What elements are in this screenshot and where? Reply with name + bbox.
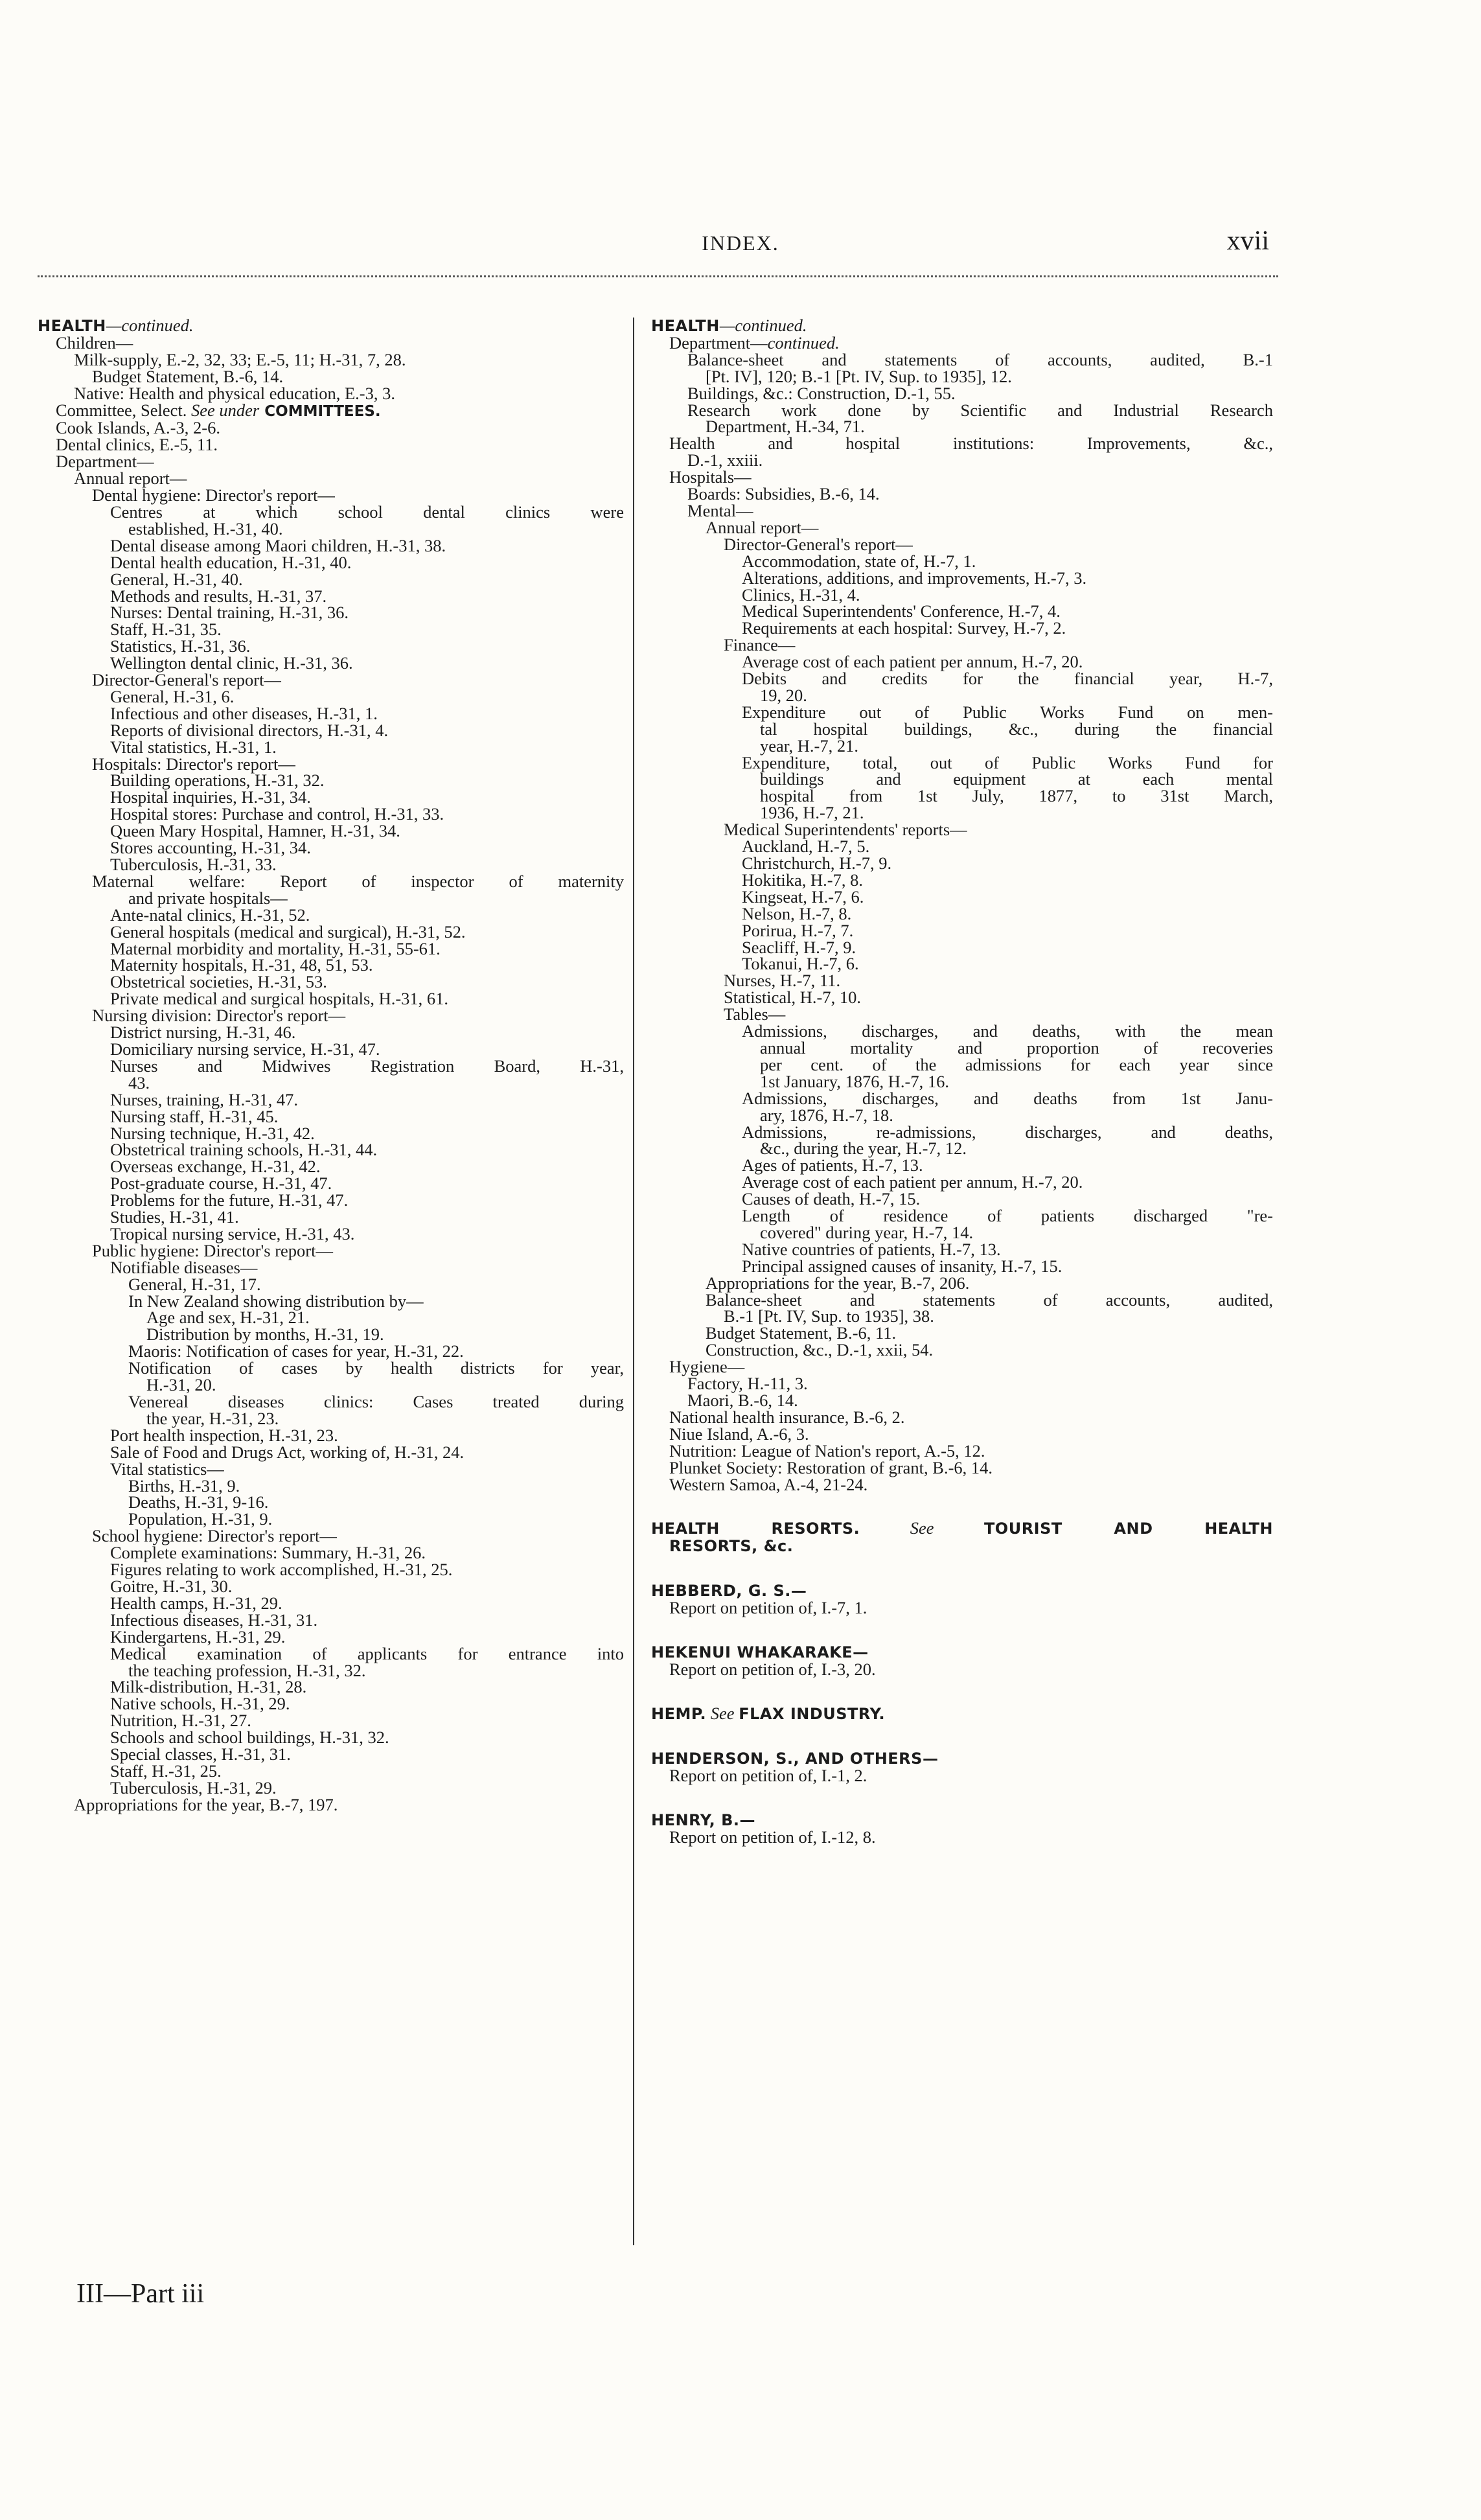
index-entry: Infectious and other diseases, H.-31, 1. — [110, 703, 378, 723]
index-entry: Births, H.-31, 9. — [128, 1475, 240, 1496]
index-entry: Medical examination of applicants for entrance into — [110, 1643, 624, 1663]
index-entry: Maoris: Notification of cases for year, H.-31, 22. — [128, 1341, 464, 1361]
index-entry: Dental clinics, E.-5, 11. — [56, 435, 218, 455]
index-entry: Children— — [56, 332, 133, 353]
index-entry: General, H.-31, 6. — [110, 686, 235, 706]
index-entry: 43. — [128, 1072, 150, 1092]
index-entry: Statistics, H.-31, 36. — [110, 636, 251, 656]
index-entry: General hospitals (medical and surgical), H.-31, 52. — [110, 921, 466, 942]
heading-text: HENRY, B.— — [651, 1810, 756, 1829]
index-entry: Nelson, H.-7, 8. — [742, 903, 852, 923]
index-entry: Notifiable diseases— — [110, 1257, 258, 1277]
index-entry: Milk-distribution, H.-31, 28. — [110, 1677, 307, 1697]
index-entry: Report on petition of, I.-3, 20. — [669, 1659, 876, 1679]
index-entry: Hokitika, H.-7, 8. — [742, 870, 863, 890]
page-footer: III—Part iii — [76, 2279, 205, 2309]
index-entry: Studies, H.-31, 41. — [110, 1207, 239, 1227]
index-entry: Department—continued. — [669, 332, 840, 353]
index-entry: Vital statistics, H.-31, 1. — [110, 737, 277, 757]
index-heading — [651, 1538, 1273, 1555]
index-entry: Expenditure out of Public Works Fund on men- — [742, 702, 1273, 722]
index-entry: per cent. of the admissions for each year since — [760, 1054, 1273, 1074]
index-entry: Obstetrical societies, H.-31, 53. — [110, 972, 327, 992]
index-entry: Native schools, H.-31, 29. — [110, 1694, 290, 1714]
index-entry: Public hygiene: Director's report— — [92, 1240, 333, 1260]
index-entry: Infectious diseases, H.-31, 31. — [110, 1610, 318, 1630]
index-entry: Sale of Food and Drugs Act, working of, H.-31, 24. — [110, 1442, 465, 1462]
heading-text: HEALTH — [651, 317, 720, 335]
index-entry: Complete examinations: Summary, H.-31, 26. — [110, 1543, 426, 1563]
index-entry: 1936, H.-7, 21. — [760, 803, 864, 823]
index-entry: Staff, H.-31, 35. — [110, 619, 222, 640]
index-column-right — [651, 318, 1273, 1845]
index-entry: [Pt. IV], 120; B.-1 [Pt. IV, Sup. to 1935], 12. — [706, 366, 1012, 386]
index-entry: and private hospitals— — [128, 888, 288, 908]
heading-text: HENDERSON, S., AND OTHERS— — [651, 1749, 939, 1768]
heading-text: HEALTH RESORTS. — [651, 1520, 860, 1538]
heading-text: HEBBERD, G. S.— — [651, 1582, 807, 1601]
index-entry: established, H.-31, 40. — [128, 518, 283, 538]
index-entry: Christchurch, H.-7, 9. — [742, 853, 892, 873]
index-entry: Queen Mary Hospital, Hamner, H.-31, 34. — [110, 821, 400, 841]
italic-label: continued. — [767, 332, 840, 353]
index-entry: H.-31, 20. — [146, 1375, 216, 1395]
index-heading — [651, 1750, 1273, 1768]
index-entry: covered" during year, H.-7, 14. — [760, 1222, 974, 1242]
continued-label: —continued. — [719, 316, 807, 335]
index-entry: Nursing staff, H.-31, 45. — [110, 1106, 279, 1126]
index-entry: Notification of cases by health districts for year, — [128, 1358, 624, 1378]
index-entry: Native: Health and physical education, E.-3, 3. — [74, 383, 395, 403]
index-entry: annual mortality and proportion of recoveries — [760, 1037, 1273, 1058]
index-entry: Dental health education, H.-31, 40. — [110, 552, 352, 572]
index-entry: the teaching profession, H.-31, 32. — [128, 1660, 366, 1680]
index-column-left — [38, 318, 624, 1814]
index-entry: Native countries of patients, H.-7, 13. — [742, 1239, 1001, 1259]
index-entry: Goitre, H.-31, 30. — [110, 1576, 233, 1596]
index-entry: Figures relating to work accomplished, H.-31, 25. — [110, 1560, 453, 1580]
index-entry: Annual report— — [74, 468, 187, 489]
index-entry: Wellington dental clinic, H.-31, 36. — [110, 653, 353, 673]
index-entry: Maori, B.-6, 14. — [687, 1391, 798, 1410]
index-entry: Tropical nursing service, H.-31, 43. — [110, 1223, 355, 1243]
cross-reference-target: COMMITTEES. — [259, 402, 381, 420]
heading-text: HEALTH — [38, 317, 106, 335]
index-heading — [651, 1644, 1273, 1661]
index-entry: Staff, H.-31, 25. — [110, 1761, 222, 1781]
index-entry: Port health inspection, H.-31, 23. — [110, 1425, 338, 1445]
index-entry: Tuberculosis, H.-31, 29. — [110, 1777, 277, 1798]
index-entry: Plunket Society: Restoration of grant, B.-6, 14. — [669, 1457, 993, 1477]
index-entry: Special classes, H.-31, 31. — [110, 1744, 291, 1764]
index-entry: Appropriations for the year, B.-7, 206. — [706, 1273, 970, 1293]
index-entry: Research work done by Scientific and Industrial Research — [687, 400, 1273, 420]
index-entry: Admissions, re-admissions, discharges, and deaths, — [742, 1122, 1273, 1142]
index-heading — [38, 318, 624, 335]
page-number: xvii — [1226, 226, 1269, 256]
index-entry: Department, H.-34, 71. — [706, 417, 865, 437]
index-entry: National health insurance, B.-6, 2. — [669, 1407, 905, 1427]
index-entry: Construction, &c., D.-1, xxii, 54. — [706, 1340, 934, 1360]
index-entry: Nursing technique, H.-31, 42. — [110, 1123, 315, 1143]
index-entry: Mental— — [687, 500, 753, 520]
cross-reference-target: TOURIST AND HEALTH — [983, 1520, 1274, 1538]
index-entry: Accommodation, state of, H.-7, 1. — [742, 551, 976, 571]
see-reference-label: See — [710, 1703, 735, 1723]
index-entry: the year, H.-31, 23. — [146, 1408, 279, 1428]
index-entry: Annual report— — [706, 517, 819, 537]
index-entry: Vital statistics— — [110, 1459, 224, 1479]
index-entry: Maternity hospitals, H.-31, 48, 51, 53. — [110, 955, 373, 975]
index-entry: Debits and credits for the financial year, H.-7, — [742, 669, 1273, 689]
index-entry: Centres at which school dental clinics were — [110, 502, 624, 522]
index-entry: Seacliff, H.-7, 9. — [742, 937, 856, 957]
index-entry: Domiciliary nursing service, H.-31, 47. — [110, 1039, 380, 1059]
index-entry: Admissions, discharges, and deaths, with the mean — [742, 1021, 1273, 1041]
index-entry: tal hospital buildings, &c., during the financial — [760, 719, 1273, 739]
index-entry: School hygiene: Director's report— — [92, 1526, 337, 1546]
index-entry: Budget Statement, B.-6, 11. — [706, 1323, 897, 1343]
index-heading — [651, 318, 1273, 335]
index-entry: Nursing division: Director's report— — [92, 1006, 346, 1026]
header-title: INDEX. — [702, 231, 779, 255]
index-entry: Porirua, H.-7, 7. — [742, 920, 854, 940]
index-entry: Hospitals: Director's report— — [92, 754, 295, 774]
index-entry: Niue Island, A.-6, 3. — [669, 1424, 809, 1444]
index-entry: Report on petition of, I.-1, 2. — [669, 1765, 867, 1785]
index-entry: Tuberculosis, H.-31, 33. — [110, 855, 277, 874]
index-entry: D.-1, xxiii. — [687, 450, 763, 470]
index-entry: Reports of divisional directors, H.-31, 4. — [110, 720, 389, 740]
index-entry: Dental disease among Maori children, H.-31, 38. — [110, 535, 446, 555]
index-entry: Hospital inquiries, H.-31, 34. — [110, 787, 311, 807]
index-entry: Problems for the future, H.-31, 47. — [110, 1190, 349, 1210]
column-divider — [633, 318, 634, 2245]
heading-text: HEKENUI WHAKARAKE— — [651, 1643, 869, 1662]
index-entry: Nutrition: League of Nation's report, A.-5, 12. — [669, 1440, 985, 1461]
italic-label: See under — [191, 400, 260, 420]
index-entry: Department— — [56, 452, 154, 472]
index-entry: Medical Superintendents' reports— — [724, 820, 967, 840]
index-entry: Director-General's report— — [92, 670, 281, 690]
index-entry: year, H.-7, 21. — [760, 735, 858, 756]
index-entry: Stores accounting, H.-31, 34. — [110, 838, 311, 858]
index-entry: Methods and results, H.-31, 37. — [110, 586, 327, 606]
index-entry: Deaths, H.-31, 9-16. — [128, 1492, 269, 1512]
index-entry: Distribution by months, H.-31, 19. — [146, 1324, 384, 1345]
heading-text: RESORTS, &c. — [669, 1537, 794, 1556]
index-entry: Committee, Select. See under COMMITTEES. — [56, 400, 381, 420]
index-entry: Appropriations for the year, B.-7, 197. — [74, 1794, 338, 1814]
index-entry: Building operations, H.-31, 32. — [110, 770, 325, 791]
index-entry: Hospital stores: Purchase and control, H.-31, 33. — [110, 804, 444, 824]
index-entry: Tables— — [724, 1004, 786, 1024]
index-entry: Auckland, H.-7, 5. — [742, 837, 870, 857]
index-entry: Finance— — [724, 635, 796, 655]
index-entry: Post-graduate course, H.-31, 47. — [110, 1173, 332, 1194]
index-entry: 1st January, 1876, H.-7, 16. — [760, 1071, 949, 1091]
index-entry: Hospitals— — [669, 467, 752, 487]
index-entry: General, H.-31, 40. — [110, 569, 243, 589]
index-heading — [651, 1520, 1273, 1538]
index-entry: Report on petition of, I.-12, 8. — [669, 1827, 876, 1847]
index-entry: B.-1 [Pt. IV, Sup. to 1935], 38. — [724, 1306, 934, 1326]
index-entry: Age and sex, H.-31, 21. — [146, 1308, 310, 1328]
index-entry: Nutrition, H.-31, 27. — [110, 1711, 251, 1731]
index-entry: Length of residence of patients discharged "re- — [742, 1206, 1273, 1226]
index-entry: Nurses, training, H.-31, 47. — [110, 1089, 298, 1109]
header-rule — [38, 275, 1278, 277]
index-entry: Tokanui, H.-7, 6. — [742, 954, 859, 974]
index-entry: Overseas exchange, H.-31, 42. — [110, 1157, 321, 1177]
index-entry: Milk-supply, E.-2, 32, 33; E.-5, 11; H.-31, 7, 28. — [74, 349, 406, 369]
index-heading — [651, 1705, 1273, 1723]
index-entry: Admissions, discharges, and deaths from 1st Janu- — [742, 1088, 1273, 1108]
index-entry: Average cost of each patient per annum, H.-7, 20. — [742, 1172, 1083, 1192]
index-entry: 19, 20. — [760, 685, 807, 705]
index-entry: Health camps, H.-31, 29. — [110, 1593, 282, 1613]
index-entry: In New Zealand showing distribution by— — [128, 1291, 424, 1311]
index-entry: Budget Statement, B.-6, 14. — [92, 366, 284, 386]
index-entry: Population, H.-31, 9. — [128, 1509, 273, 1529]
index-entry: Balance-sheet and statements of accounts, audited, B.-1 — [687, 349, 1273, 369]
index-entry: Nurses and Midwives Registration Board, H.-31, — [110, 1056, 624, 1076]
index-entry: Causes of death, H.-7, 15. — [742, 1189, 921, 1209]
index-entry: Boards: Subsidies, B.-6, 14. — [687, 484, 880, 504]
heading-text: HEMP. — [651, 1704, 707, 1723]
index-heading — [651, 1812, 1273, 1829]
index-entry: Venereal diseases clinics: Cases treated during — [128, 1392, 624, 1411]
index-entry: hospital from 1st July, 1877, to 31st March, — [760, 786, 1273, 806]
index-entry: Ages of patients, H.-7, 13. — [742, 1155, 923, 1175]
index-entry: Ante-natal clinics, H.-31, 52. — [110, 905, 310, 925]
index-entry: Expenditure, total, out of Public Works Fund for — [742, 752, 1273, 772]
index-entry: Schools and school buildings, H.-31, 32. — [110, 1728, 389, 1748]
index-entry: Balance-sheet and statements of accounts, audited, — [706, 1289, 1273, 1310]
index-entry: Nurses, H.-7, 11. — [724, 971, 841, 991]
index-entry: Principal assigned causes of insanity, H.-7, 15. — [742, 1256, 1062, 1276]
index-entry: Average cost of each patient per annum, H.-7, 20. — [742, 652, 1083, 672]
index-entry: &c., during the year, H.-7, 12. — [760, 1139, 967, 1159]
see-reference-label: See — [910, 1518, 934, 1538]
index-entry: ary, 1876, H.-7, 18. — [760, 1105, 893, 1125]
index-entry: Director-General's report— — [724, 534, 913, 554]
index-entry: Dental hygiene: Director's report— — [92, 485, 335, 505]
index-entry: Nurses: Dental training, H.-31, 36. — [110, 603, 349, 623]
index-heading — [651, 1582, 1273, 1600]
continued-label: —continued. — [106, 316, 194, 335]
index-entry: Factory, H.-11, 3. — [687, 1374, 808, 1394]
index-entry: Kingseat, H.-7, 6. — [742, 886, 864, 907]
index-entry: Maternal morbidity and mortality, H.-31, 55-61. — [110, 938, 441, 958]
index-entry: Obstetrical training schools, H.-31, 44. — [110, 1140, 378, 1160]
index-entry: Private medical and surgical hospitals, H.-31, 61. — [110, 989, 449, 1009]
index-entry: Medical Superintendents' Conference, H.-7, 4. — [742, 601, 1061, 621]
index-entry: Clinics, H.-31, 4. — [742, 584, 860, 605]
index-entry: Buildings, &c.: Construction, D.-1, 55. — [687, 383, 956, 403]
index-entry: Maternal welfare: Report of inspector of maternity — [92, 871, 624, 891]
index-entry: buildings and equipment at each mental — [760, 769, 1273, 789]
index-entry: Cook Islands, A.-3, 2-6. — [56, 418, 220, 438]
cross-reference-target: FLAX INDUSTRY. — [739, 1704, 886, 1723]
index-entry: Statistical, H.-7, 10. — [724, 988, 861, 1008]
index-entry: Health and hospital institutions: Improvements, &c., — [669, 433, 1273, 454]
index-entry: Kindergartens, H.-31, 29. — [110, 1626, 286, 1647]
index-entry: District nursing, H.-31, 46. — [110, 1023, 296, 1043]
index-entry: Alterations, additions, and improvements, H.-7, 3. — [742, 568, 1087, 588]
index-entry: General, H.-31, 17. — [128, 1274, 261, 1294]
index-entry: Hygiene— — [669, 1357, 745, 1377]
index-entry: Western Samoa, A.-4, 21-24. — [669, 1474, 868, 1494]
index-entry: Report on petition of, I.-7, 1. — [669, 1598, 867, 1618]
index-entry: Requirements at each hospital: Survey, H.-7, 2. — [742, 618, 1066, 638]
